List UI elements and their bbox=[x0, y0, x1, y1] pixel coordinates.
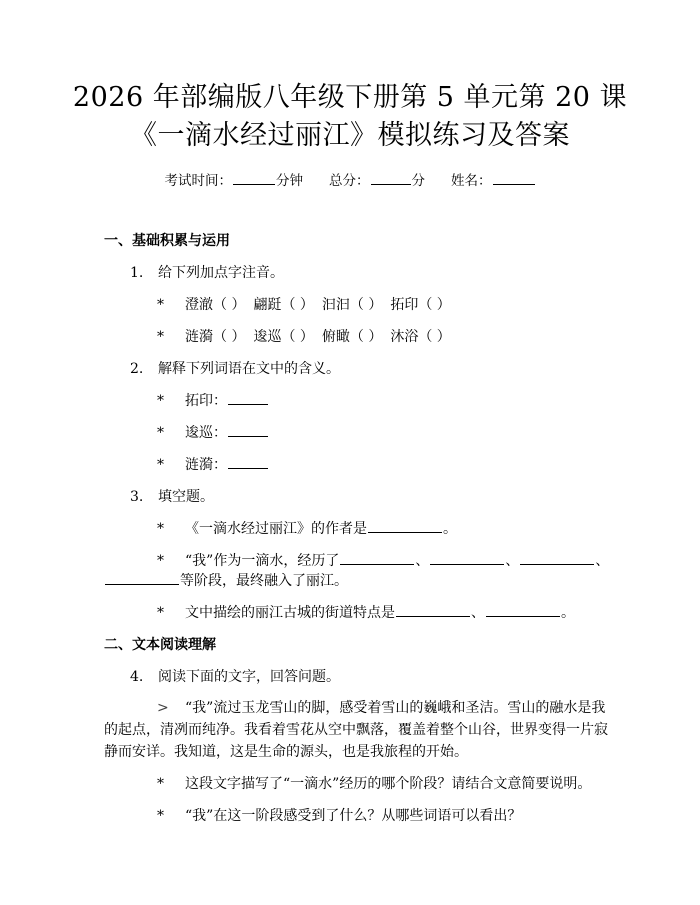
bullet-icon: * bbox=[157, 605, 164, 621]
q4-sub2 bbox=[157, 805, 521, 825]
q2-item-label: 逡巡： bbox=[185, 425, 227, 441]
answer-blank bbox=[430, 552, 504, 565]
q1-option: 沐浴（ ） bbox=[390, 329, 451, 345]
q1-option: 涟漪（ ） bbox=[185, 329, 246, 345]
q3-item2 bbox=[157, 550, 609, 570]
q3-item2-text: “我”作为一滴水，经历了 bbox=[185, 553, 340, 569]
q3-text: 填空题。 bbox=[158, 489, 214, 505]
q1-option: 逡巡（ ） bbox=[253, 329, 314, 345]
bullet-icon: * bbox=[157, 329, 164, 345]
answer-blank bbox=[105, 572, 179, 585]
bullet-icon: * bbox=[157, 776, 164, 792]
q2-item-label: 拓印： bbox=[185, 393, 227, 409]
answer-blank bbox=[228, 392, 268, 405]
passage-text: “我”流过玉龙雪山的脚，感受着雪山的巍峨和圣洁。雪山的融水是我 bbox=[185, 700, 606, 716]
quote-marker-icon: > bbox=[157, 700, 169, 716]
q1-row1 bbox=[157, 294, 459, 314]
q3-item2-continuation bbox=[104, 570, 348, 590]
score-unit: 分 bbox=[411, 173, 425, 189]
answer-blank bbox=[396, 604, 470, 617]
q3-item2-end: 等阶段，最终融入了丽江。 bbox=[180, 573, 348, 589]
answer-blank bbox=[228, 424, 268, 437]
question-1 bbox=[130, 262, 284, 282]
q4-sub2-text: “我”在这一阶段感受到了什么？从哪些词语可以看出？ bbox=[185, 808, 522, 824]
q1-option: 拓印（ ） bbox=[390, 297, 451, 313]
q3-item1 bbox=[157, 518, 457, 538]
section1-heading: 一、基础积累与运用 bbox=[104, 233, 230, 249]
q4-sub1-text: 这段文字描写了“一滴水”经历的哪个阶段？请结合文意简要说明。 bbox=[185, 776, 592, 792]
passage-line-1 bbox=[157, 697, 605, 717]
q1-text: 给下列加点字注音。 bbox=[158, 265, 284, 281]
time-label: 考试时间： bbox=[164, 173, 232, 189]
question-4 bbox=[130, 666, 340, 686]
q1-number: 1. bbox=[130, 265, 144, 281]
name-blank bbox=[493, 172, 535, 185]
question-3 bbox=[130, 486, 214, 506]
q1-option: 汩汩（ ） bbox=[321, 297, 383, 313]
passage-line-2: 的起点，清冽而纯净。我看着雪花从空中飘落，覆盖着整个山谷，世界变得一片寂 bbox=[104, 722, 608, 738]
q3-sep: 、 bbox=[471, 605, 485, 621]
q3-item1-text: 《一滴水经过丽江》的作者是 bbox=[185, 521, 367, 537]
bullet-icon: * bbox=[157, 553, 164, 569]
q2-item bbox=[157, 454, 269, 474]
bullet-icon: * bbox=[157, 425, 164, 441]
doc-title-line2: 《一滴水经过丽江》模拟练习及答案 bbox=[130, 120, 570, 151]
q3-sep: 、 bbox=[415, 553, 430, 569]
q3-number: 3. bbox=[130, 489, 144, 505]
q4-number: 4. bbox=[130, 669, 144, 685]
q3-item3 bbox=[157, 602, 575, 622]
q2-number: 2. bbox=[130, 361, 144, 377]
time-unit: 分钟 bbox=[276, 173, 303, 189]
doc-title-line1: 2026 年部编版八年级下册第 5 单元第 20 课 bbox=[72, 82, 628, 113]
q3-item3-end: 。 bbox=[561, 605, 575, 621]
name-label: 姓名： bbox=[451, 173, 492, 189]
q2-text: 解释下列词语在文中的含义。 bbox=[158, 361, 340, 377]
bullet-icon: * bbox=[157, 393, 164, 409]
q3-item3-text: 文中描绘的丽江古城的街道特点是 bbox=[185, 605, 395, 621]
q1-option: 澄澈（ ） bbox=[185, 297, 246, 313]
q4-sub1 bbox=[157, 773, 591, 793]
q3-sep: 、 bbox=[505, 553, 520, 569]
bullet-icon: * bbox=[157, 457, 164, 473]
exam-info bbox=[0, 169, 700, 189]
answer-blank bbox=[486, 604, 560, 617]
q3-item1-end: 。 bbox=[443, 521, 457, 537]
time-blank bbox=[233, 172, 275, 185]
q1-option: 翩跹（ ） bbox=[253, 297, 314, 313]
q3-sep: 、 bbox=[595, 553, 610, 569]
bullet-icon: * bbox=[157, 808, 164, 824]
q4-text: 阅读下面的文字，回答问题。 bbox=[158, 669, 340, 685]
score-label: 总分： bbox=[329, 173, 370, 189]
bullet-icon: * bbox=[157, 297, 164, 313]
answer-blank bbox=[228, 456, 268, 469]
answer-blank bbox=[520, 552, 594, 565]
q1-option: 俯瞰（ ） bbox=[321, 329, 383, 345]
passage-line-3: 静而安详。我知道，这是生命的源头，也是我旅程的开始。 bbox=[104, 744, 468, 760]
question-2 bbox=[130, 358, 340, 378]
q2-item bbox=[157, 422, 269, 442]
q2-item bbox=[157, 390, 269, 410]
answer-blank bbox=[368, 520, 442, 533]
answer-blank bbox=[340, 552, 414, 565]
section2-heading: 二、文本阅读理解 bbox=[104, 637, 216, 653]
score-blank bbox=[371, 172, 411, 185]
q1-row2 bbox=[157, 326, 459, 346]
bullet-icon: * bbox=[157, 521, 164, 537]
q2-item-label: 涟漪： bbox=[185, 457, 227, 473]
